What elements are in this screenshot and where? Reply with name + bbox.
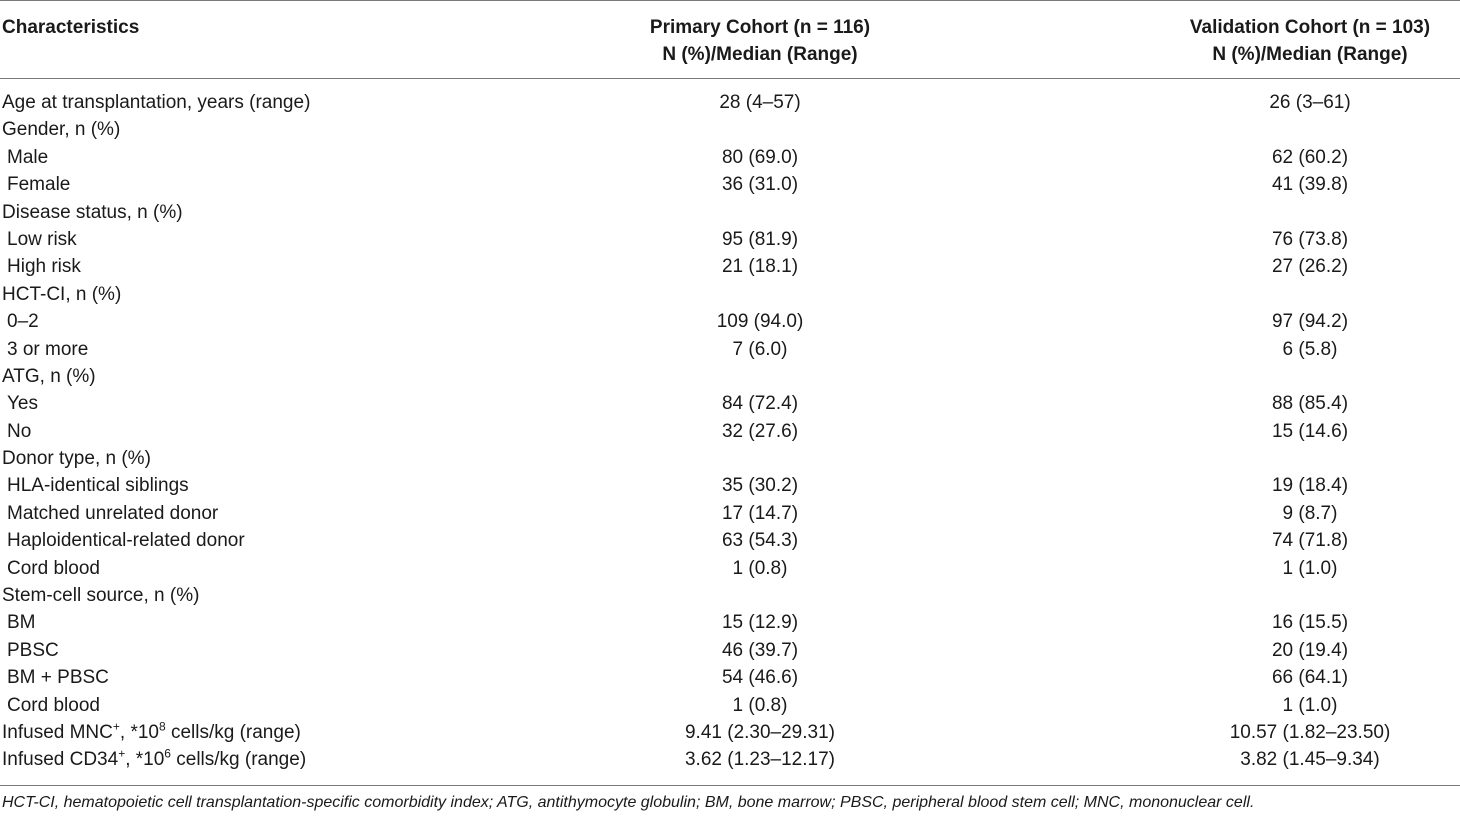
validation-value: 20 (19.4) bbox=[1271, 639, 1349, 661]
row-label: Matched unrelated donor bbox=[7, 502, 219, 524]
table-row bbox=[0, 719, 1460, 746]
header-validation-cohort: Validation Cohort (n = 103) N (%)/Median (Range) bbox=[1189, 17, 1431, 65]
table-bottom-rule bbox=[0, 785, 1460, 786]
validation-value: 88 (85.4) bbox=[1271, 393, 1349, 415]
row-label: Haploidentical-related donor bbox=[7, 530, 245, 552]
table-row bbox=[0, 363, 1460, 390]
row-label: Infused CD34+, $*10^6$ cells/kg (range) bbox=[2, 747, 307, 771]
primary-value: 80 (69.0) bbox=[721, 146, 799, 168]
row-label: ATG, n (%) bbox=[2, 365, 96, 387]
row-label: Female bbox=[7, 174, 71, 196]
table-body bbox=[0, 89, 1460, 774]
row-label: Age at transplantation, years (range) bbox=[2, 92, 311, 113]
row-label: Infused MNC+, $*10^8$ cells/kg (range) bbox=[2, 719, 301, 743]
row-label: No bbox=[7, 420, 32, 442]
table-row bbox=[0, 692, 1460, 719]
primary-value: 3.62 (1.23–12.17) bbox=[684, 749, 835, 771]
validation-value: 10.57 (1.82–23.50) bbox=[1229, 721, 1391, 743]
primary-value: 9.41 (2.30–29.31) bbox=[684, 721, 835, 743]
validation-value: 27 (26.2) bbox=[1271, 256, 1349, 278]
primary-value: 1 (0.8) bbox=[732, 694, 788, 716]
row-label: PBSC bbox=[7, 639, 59, 661]
primary-value: 109 (94.0) bbox=[716, 311, 804, 333]
row-label: Donor type, n (%) bbox=[2, 448, 151, 470]
table-row bbox=[0, 637, 1460, 664]
row-label: Disease status, n (%) bbox=[2, 201, 183, 223]
table-row bbox=[0, 500, 1460, 527]
header-bottom-rule bbox=[0, 78, 1460, 79]
table-row bbox=[0, 253, 1460, 280]
table-row bbox=[0, 555, 1460, 582]
table-row bbox=[0, 144, 1460, 171]
table-row bbox=[0, 390, 1460, 417]
validation-value: 41 (39.8) bbox=[1271, 174, 1349, 196]
validation-value: 3.82 (1.45–9.34) bbox=[1240, 749, 1380, 771]
table-row bbox=[0, 226, 1460, 253]
header-primary-cohort: Primary Cohort (n = 116) N (%)/Median (Range) bbox=[649, 17, 871, 65]
primary-value: 84 (72.4) bbox=[721, 393, 799, 415]
validation-value: 19 (18.4) bbox=[1271, 475, 1349, 497]
table-row bbox=[0, 89, 1460, 116]
primary-value: 28 (4–57) bbox=[719, 92, 801, 113]
table-footnote: HCT-CI, hematopoietic cell transplantation-specific comorbidity index; ATG, antithymocyte globulin; BM, bone marrow; PBSC, peripheral blood stem cell; MNC, mononuclear cell. bbox=[2, 794, 1255, 811]
row-label: 0–2 bbox=[7, 311, 39, 333]
primary-value: 54 (46.6) bbox=[721, 667, 799, 689]
validation-value: 26 (3–61) bbox=[1269, 92, 1351, 113]
validation-value: 66 (64.1) bbox=[1271, 667, 1349, 689]
row-label: Gender, n (%) bbox=[2, 119, 121, 141]
row-label: Male bbox=[7, 146, 49, 168]
row-label: BM + PBSC bbox=[7, 667, 109, 689]
table-row bbox=[0, 308, 1460, 335]
table-row bbox=[0, 664, 1460, 691]
row-label: Cord blood bbox=[7, 694, 100, 716]
table-row bbox=[0, 445, 1460, 472]
row-label: Cord blood bbox=[7, 557, 100, 579]
row-label: Stem-cell source, n (%) bbox=[2, 585, 200, 607]
row-label: High risk bbox=[7, 256, 81, 278]
validation-value: 15 (14.6) bbox=[1271, 420, 1349, 442]
primary-value: 95 (81.9) bbox=[721, 228, 799, 250]
table-row bbox=[0, 527, 1460, 554]
table-row bbox=[0, 171, 1460, 198]
primary-value: 36 (31.0) bbox=[721, 174, 799, 196]
row-label: Low risk bbox=[7, 228, 77, 250]
primary-value: 35 (30.2) bbox=[721, 475, 799, 497]
table-row bbox=[0, 281, 1460, 308]
table-row bbox=[0, 609, 1460, 636]
primary-value: 21 (18.1) bbox=[721, 256, 799, 278]
validation-value: 1 (1.0) bbox=[1282, 694, 1338, 716]
table-row bbox=[0, 582, 1460, 609]
table-row bbox=[0, 746, 1460, 773]
validation-value: 1 (1.0) bbox=[1282, 557, 1338, 579]
primary-value: 17 (14.7) bbox=[721, 502, 799, 524]
validation-value: 9 (8.7) bbox=[1282, 502, 1338, 524]
row-label: HLA-identical siblings bbox=[7, 475, 189, 497]
table-row bbox=[0, 336, 1460, 363]
validation-value: 97 (94.2) bbox=[1271, 311, 1349, 333]
validation-value: 62 (60.2) bbox=[1271, 146, 1349, 168]
validation-value: 6 (5.8) bbox=[1282, 338, 1338, 360]
validation-value: 16 (15.5) bbox=[1271, 612, 1349, 634]
table-row bbox=[0, 418, 1460, 445]
primary-value: 15 (12.9) bbox=[721, 612, 799, 634]
table-row bbox=[0, 472, 1460, 499]
primary-value: 63 (54.3) bbox=[721, 530, 799, 552]
header-characteristics: Characteristics bbox=[2, 17, 140, 38]
row-label: HCT-CI, n (%) bbox=[2, 283, 122, 305]
primary-value: 46 (39.7) bbox=[721, 639, 799, 661]
row-label: 3 or more bbox=[7, 338, 89, 360]
validation-value: 76 (73.8) bbox=[1271, 228, 1349, 250]
row-label: Yes bbox=[7, 393, 38, 415]
table-top-rule bbox=[0, 0, 1460, 1]
primary-value: 7 (6.0) bbox=[732, 338, 788, 360]
primary-value: 1 (0.8) bbox=[732, 557, 788, 579]
row-label: BM bbox=[7, 612, 36, 634]
primary-value: 32 (27.6) bbox=[721, 420, 799, 442]
table-row bbox=[0, 199, 1460, 226]
validation-value: 74 (71.8) bbox=[1271, 530, 1349, 552]
table-row bbox=[0, 116, 1460, 143]
